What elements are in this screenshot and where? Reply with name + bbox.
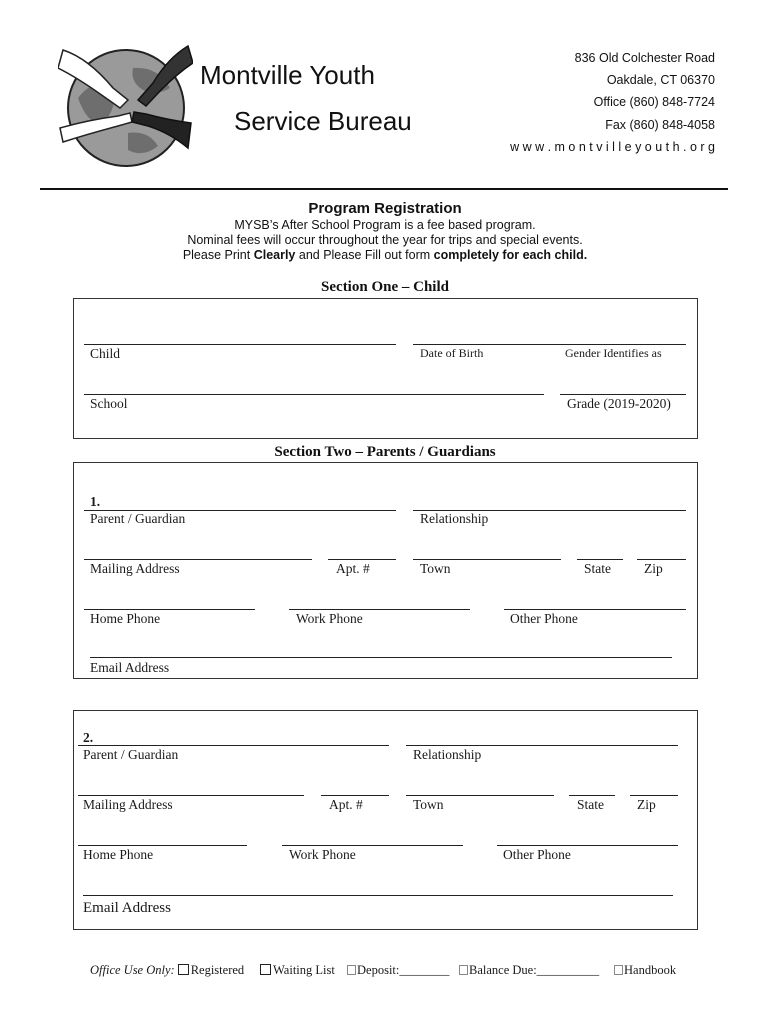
guardian-2-email-label: Email Address (83, 900, 171, 916)
intro-line-2: Nominal fees will occur throughout the year for trips and special events. (187, 233, 583, 247)
guardian-1-other-phone-field[interactable] (504, 609, 686, 610)
guardian-2-home-phone-field[interactable] (78, 845, 247, 846)
waiting-list-option (260, 963, 335, 978)
guardian-2-number: 2. (83, 730, 94, 745)
balance-checkbox[interactable] (459, 965, 468, 975)
school-label: School (90, 396, 128, 411)
grade-field[interactable] (560, 394, 686, 395)
intro-line-3 (0, 248, 770, 262)
guardian-2-zip-label: Zip (637, 797, 656, 812)
guardian-1-mailing-field[interactable] (84, 559, 312, 560)
guardian-2-home-phone-label: Home Phone (83, 847, 154, 862)
handbook-label: Handbook (624, 963, 677, 977)
balance-label: Balance Due:__________ (469, 963, 600, 977)
guardian-1-work-phone-field[interactable] (289, 609, 470, 610)
guardian-1-number: 1. (90, 494, 101, 509)
waiting-list-checkbox[interactable] (260, 964, 271, 975)
dob-label: Date of Birth (420, 346, 484, 360)
school-field[interactable] (84, 394, 544, 395)
section-two-title: Section Two – Parents / Guardians (274, 444, 496, 460)
guardian-2-parent-label: Parent / Guardian (83, 747, 179, 762)
gender-label: Gender Identifies as (565, 346, 662, 360)
guardian-1-email-label: Email Address (90, 660, 170, 675)
guardian-2-town-field[interactable] (406, 795, 554, 796)
office-phone: Office (860) 848-7724 (593, 95, 715, 109)
guardian-1-work-phone-label: Work Phone (296, 611, 363, 626)
intro-line-3a: Please Print (182, 248, 254, 262)
guardian-1-mailing-label: Mailing Address (90, 561, 180, 576)
office-use-label: Office Use Only: (90, 963, 175, 977)
waiting-list-label: Waiting List (273, 963, 335, 977)
fax-number: Fax (860) 848-4058 (605, 118, 715, 132)
child-label: Child (90, 346, 121, 361)
guardian-2-relationship-field[interactable] (406, 745, 678, 746)
intro-line-1: MYSB’s After School Program is a fee based program. (234, 218, 536, 232)
guardian-2-town-label: Town (413, 797, 444, 812)
guardian-1-other-phone-label: Other Phone (510, 611, 578, 626)
guardian-1-email-field[interactable] (90, 657, 672, 658)
guardian-1-zip-label: Zip (644, 561, 663, 576)
guardian-2-state-field[interactable] (569, 795, 615, 796)
registered-checkbox[interactable] (178, 964, 189, 975)
guardian-2-state-label: State (577, 797, 604, 812)
intro-line-3d: completely for each child. (433, 248, 588, 262)
guardian-1-home-phone-label: Home Phone (90, 611, 161, 626)
deposit-option (347, 963, 449, 978)
guardian-1-parent-label: Parent / Guardian (90, 511, 186, 526)
city-state-zip: Oakdale, CT 06370 (606, 73, 715, 87)
street-address: 836 Old Colchester Road (574, 51, 715, 65)
guardian-1-state-label: State (584, 561, 611, 576)
handbook-checkbox[interactable] (614, 965, 623, 975)
guardian-1-relationship-label: Relationship (420, 511, 489, 526)
website-link[interactable]: w w w . m o n t v i l l e y o u t h . o r g (510, 140, 715, 154)
guardian-2-other-phone-label: Other Phone (503, 847, 571, 862)
guardian-2-apt-label: Apt. # (329, 797, 363, 812)
guardian-2-box (73, 710, 698, 930)
globe-hands-logo (58, 38, 193, 168)
guardian-1-apt-label: Apt. # (336, 561, 370, 576)
guardian-2-zip-field[interactable] (630, 795, 678, 796)
section-one-title: Section One – Child (321, 279, 449, 295)
grade-label: Grade (2019-2020) (567, 396, 671, 411)
intro-line-3b: Clearly (253, 248, 296, 262)
form-title: Program Registration (308, 200, 462, 217)
guardian-1-zip-field[interactable] (637, 559, 686, 560)
guardian-2-mailing-label: Mailing Address (83, 797, 173, 812)
registered-label: Registered (190, 963, 245, 977)
guardian-2-other-phone-field[interactable] (497, 845, 678, 846)
guardian-1-home-phone-field[interactable] (84, 609, 255, 610)
guardian-2-relationship-label: Relationship (413, 747, 482, 762)
guardian-2-work-phone-label: Work Phone (289, 847, 356, 862)
dob-gender-field[interactable] (413, 344, 686, 345)
deposit-checkbox[interactable] (347, 965, 356, 975)
balance-option (459, 963, 599, 978)
guardian-1-town-field[interactable] (413, 559, 561, 560)
handbook-option (614, 963, 676, 978)
guardian-2-name-field[interactable] (78, 745, 389, 746)
org-name-line2: Service Bureau (234, 106, 412, 136)
guardian-1-apt-field[interactable] (328, 559, 396, 560)
guardian-2-work-phone-field[interactable] (282, 845, 463, 846)
child-name-field[interactable] (84, 344, 396, 345)
header-divider (40, 188, 728, 190)
section-one-box (73, 298, 698, 439)
guardian-2-email-field[interactable] (83, 895, 673, 896)
guardian-1-state-field[interactable] (577, 559, 623, 560)
guardian-1-town-label: Town (420, 561, 451, 576)
guardian-2-mailing-field[interactable] (78, 795, 304, 796)
office-use-row (90, 963, 244, 978)
deposit-label: Deposit:________ (357, 963, 450, 977)
guardian-2-apt-field[interactable] (321, 795, 389, 796)
intro-line-3c: and Please Fill out form (295, 248, 434, 262)
org-name-line1: Montville Youth (200, 60, 375, 90)
